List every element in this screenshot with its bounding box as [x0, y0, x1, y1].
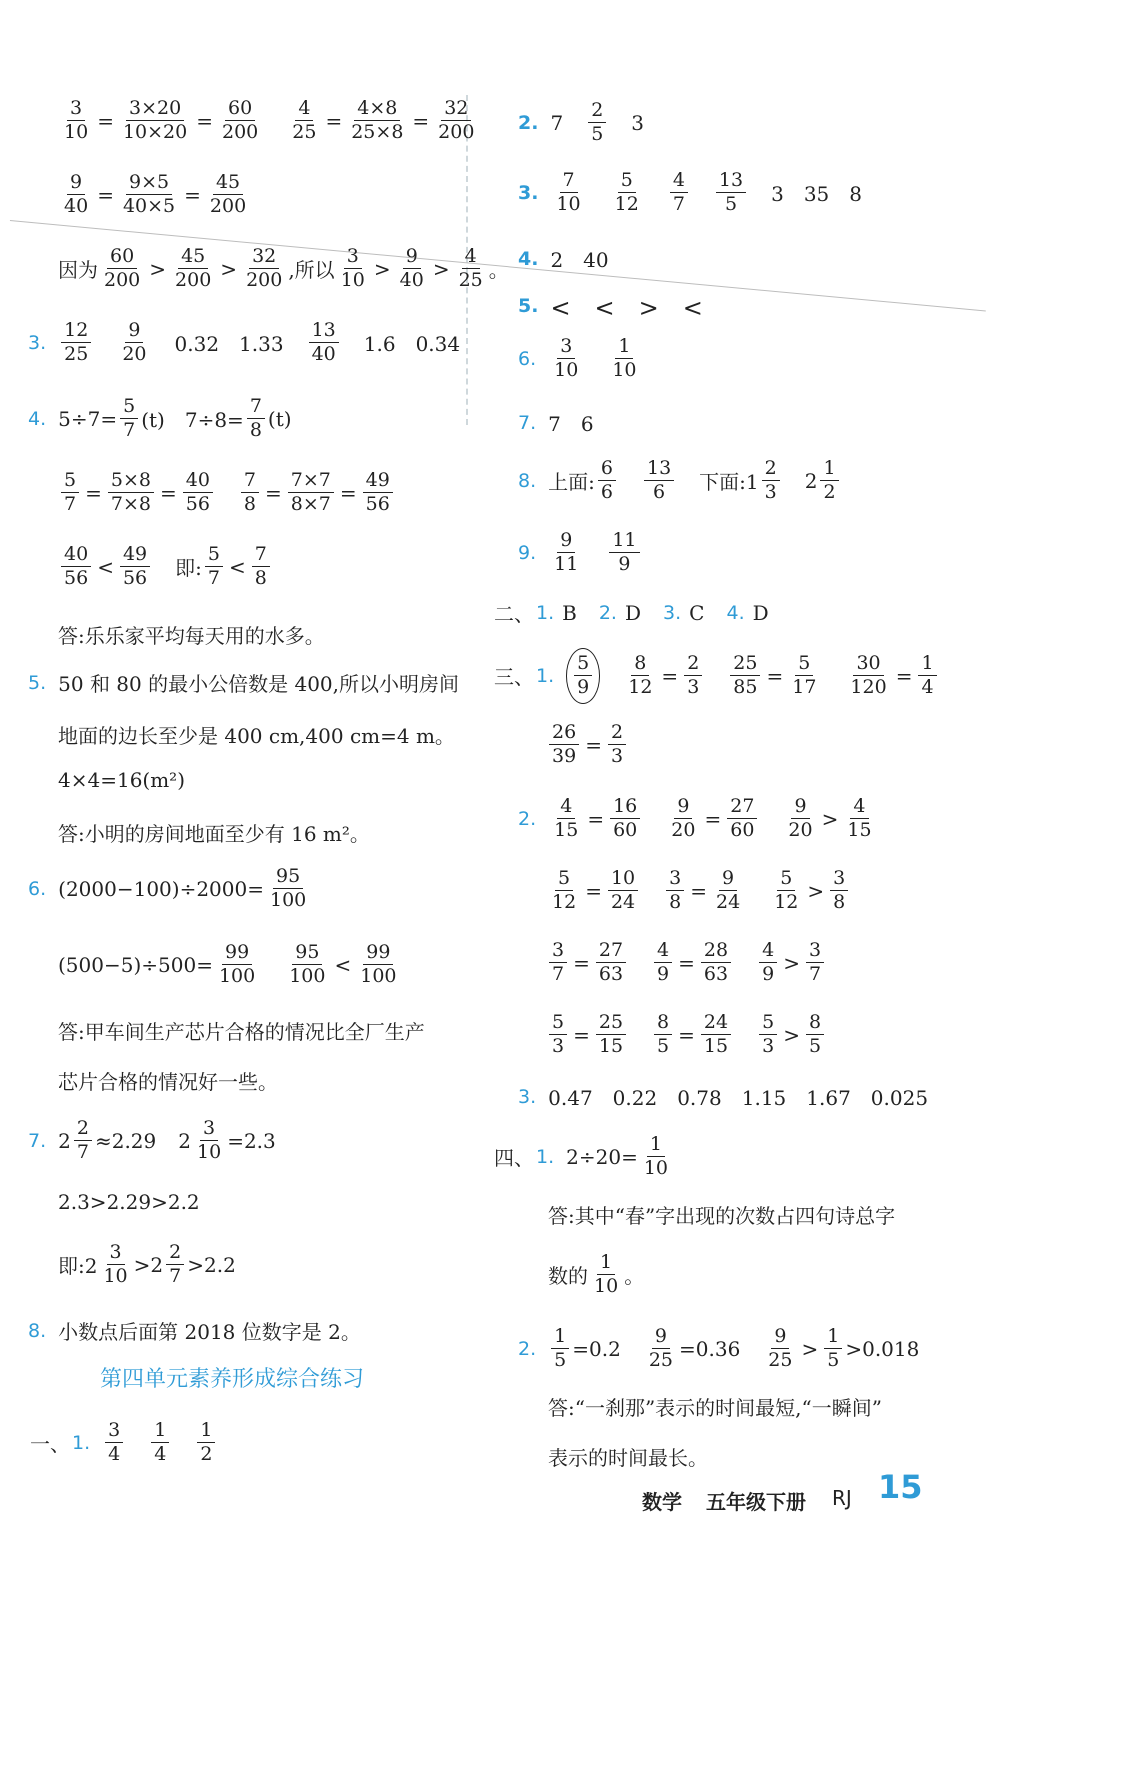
fraction: $\frac{60}{200}$	[222, 97, 259, 144]
section-3-question-1-line-2: $\frac{26}{39}$ = $\frac{2}{3}$	[546, 722, 629, 768]
question-6-line-2: (500−5)÷500= $\frac{99}{100}$ $\frac{95}{100}$ < $\frac{99}{100}$	[58, 941, 397, 988]
left-line-2: $\frac{9}{40}$ = $\frac{9\times 5}{40\times 5}$ = $\frac{45}{200}$	[58, 172, 252, 218]
question-number: 7.	[28, 1129, 47, 1152]
question-8: 8. 小数点后面第 2018 位数字是 2。	[28, 1319, 361, 1344]
question-4-line-3: $\frac{40}{56}$ < $\frac{49}{56}$ 即: $\frac{5}{7}$ < $\frac{7}{8}$	[58, 544, 273, 590]
question-6-answer-2: 芯片合格的情况好一些。	[58, 1070, 278, 1094]
fraction: $\frac{4}{25}$	[292, 97, 317, 144]
fraction: $\frac{9}{40}$	[64, 171, 89, 218]
fraction: $\frac{9\times 5}{40\times 5}$	[122, 171, 176, 218]
footer-edition: RJ	[832, 1486, 852, 1510]
section-3-question-3: 3. 0.47 0.22 0.78 1.15 1.67 0.025	[518, 1085, 929, 1110]
section-3-question-2-row-1: 2. $\frac{4}{15}$ = $\frac{16}{60}$ $\frac{9}{20}$ = $\frac{27}{60}$ $\frac{9}{20}$ > $\frac{4}{15}$	[518, 795, 872, 842]
fraction: $\frac{12}{25}$	[61, 320, 91, 366]
section-3-question-1: 三、 1. $\frac{5}{9}$ $\frac{8}{12}$ = $\frac{2}{3}$ $\frac{25}{85}$ = $\frac{5}{17}$ $\frac{30}{120}$ = $\frac{1}{4}$	[494, 648, 940, 704]
fraction: $\frac{4}{25}$	[458, 245, 483, 292]
question-6-answer: 答:甲车间生产芯片合格的情况比全厂生产	[58, 1020, 425, 1044]
footer-grade: 五年级下册	[706, 1490, 806, 1514]
r-question-8: 8. 上面: $\frac{6}{6}$ $\frac{13}{6}$ 下面:1 $\frac{2}{3}$ 2 $\frac{1}{2}$	[518, 458, 842, 504]
section-4-question-1-answer-2: 数的 $\frac{1}{10}$ 。	[548, 1251, 645, 1298]
fraction: $\frac{32}{200}$	[438, 97, 475, 144]
section-4-question-2: 2. $\frac{1}{5}$ =0.2 $\frac{9}{25}$ =0.36 $\frac{9}{25}$ > $\frac{1}{5}$ >0.018	[518, 1325, 920, 1372]
r-question-9: 9. $\frac{9}{11}$ $\frac{11}{9}$	[518, 530, 643, 576]
question-number: 5.	[28, 671, 47, 694]
footer-subject: 数学	[642, 1490, 682, 1514]
question-7-line-2: 2.3>2.29>2.2	[58, 1190, 200, 1214]
fraction: $\frac{3}{10}$	[340, 245, 365, 292]
page-number: 15	[878, 1468, 923, 1506]
question-6: 6. (2000−100)÷2000= $\frac{95}{100}$	[28, 865, 307, 912]
fraction: $\frac{32}{200}$	[246, 245, 283, 292]
section-3-question-2-row-4: $\frac{5}{3}$ = $\frac{25}{15}$ $\frac{8}{5}$ = $\frac{24}{15}$ $\frac{5}{3}$ > $\frac{8}{5}$	[546, 1012, 827, 1058]
question-3: 3. $\frac{12}{25}$ $\frac{9}{20}$ 0.32 1.33 $\frac{13}{40}$ 1.6 0.34	[28, 319, 461, 366]
r-question-4: 4. 2 40	[518, 247, 609, 272]
fraction: $\frac{9}{20}$	[122, 319, 147, 366]
fraction: $\frac{4\times 8}{25\times 8}$	[351, 97, 404, 144]
section-3-question-2-row-3: $\frac{3}{7}$ = $\frac{27}{63}$ $\frac{4}{9}$ = $\frac{28}{63}$ $\frac{4}{9}$ > $\frac{3}{7}$	[546, 940, 827, 986]
section-3-question-2-row-2: $\frac{5}{12}$ = $\frac{10}{24}$ $\frac{3}{8}$ = $\frac{9}{24}$ $\frac{5}{12}$ > $\frac{3}{8}$	[546, 868, 851, 914]
section-1-question-1: 一、 1. $\frac{3}{4}$ $\frac{1}{4}$ $\frac{1}{2}$	[30, 1420, 218, 1466]
fraction: $\frac{45}{200}$	[209, 171, 247, 218]
section-4-question-2-answer: 答:“一刹那”表示的时间最短,“一瞬间”	[548, 1396, 882, 1420]
circled-answer: $\frac{5}{9}$	[566, 648, 600, 704]
question-number: 6.	[28, 877, 47, 900]
section-4-question-1: 四、 1. 2÷20= $\frac{1}{10}$	[494, 1133, 669, 1180]
section-heading: 第四单元素养形成综合练习	[100, 1367, 365, 1392]
left-line-1: $\frac{3}{10}$ = $\frac{3\times 20}{10\times 20}$ = $\frac{60}{200}$ $\frac{4}{25}$ = $\frac{4\times 8}{25\times 8}$ = $\frac{32}{200}$	[58, 98, 480, 144]
section-4-question-1-answer: 答:其中“春”字出现的次数占四句诗总字	[548, 1204, 896, 1228]
fraction: $\frac{13}{40}$	[309, 320, 339, 366]
question-4-answer: 答:乐乐家平均每天用的水多。	[58, 624, 325, 648]
r-question-2: 2. 7 $\frac{2}{5}$ 3	[518, 99, 645, 146]
question-5-line-2: 地面的边长至少是 400 cm,400 cm=4 m。	[58, 724, 455, 748]
question-5-line-3: 4×4=16(m²)	[58, 768, 186, 792]
fraction: $\frac{45}{200}$	[175, 245, 212, 292]
question-5: 5. 50 和 80 的最小公倍数是 400,所以小明房间	[28, 671, 459, 696]
fraction: $\frac{3}{10}$	[64, 97, 89, 144]
fraction: $\frac{7}{8}$	[247, 396, 265, 442]
fraction: $\frac{3\times 20}{10\times 20}$	[122, 97, 188, 144]
section-2: 二、 1. B 2. D 3. C 4. D	[494, 600, 769, 626]
r-question-7: 7. 7 6	[518, 411, 594, 436]
question-7: 7. 2 $\frac{2}{7}$ ≈2.29 2 $\frac{3}{10}$ =2.3	[28, 1117, 276, 1164]
fraction: $\frac{60}{200}$	[104, 245, 141, 292]
question-4: 4. 5÷7= $\frac{5}{7}$ (t) 7÷8= $\frac{7}{8}$ (t)	[28, 395, 292, 442]
section-4-question-2-answer-2: 表示的时间最长。	[548, 1446, 708, 1470]
left-line-3: 因为 $\frac{60}{200}$ > $\frac{45}{200}$ > $\frac{32}{200}$ ,所以 $\frac{3}{10}$ > $\frac{9}{40}$ > $\frac{4}{25}$ 。	[58, 245, 509, 292]
r-question-6: 6. $\frac{3}{10}$ $\frac{1}{10}$	[518, 335, 637, 382]
question-number: 4.	[28, 407, 47, 430]
fraction: $\frac{5}{7}$	[120, 396, 138, 442]
r-question-5: 5. < < > <	[518, 294, 703, 322]
question-number: 3.	[28, 331, 47, 354]
question-7-line-3: 即:2 $\frac{3}{10}$ >2 $\frac{2}{7}$ >2.2	[58, 1241, 236, 1288]
fraction: $\frac{9}{40}$	[399, 245, 424, 292]
question-4-line-2: $\frac{5}{7}$ = $\frac{5\times 8}{7\times 8}$ = $\frac{40}{56}$ $\frac{7}{8}$ = $\frac{7\times 7}{8\times 7}$ = $\frac{49}{56}$	[58, 470, 396, 516]
question-5-answer: 答:小明的房间地面至少有 16 m²。	[58, 822, 370, 846]
r-question-3: 3. $\frac{7}{10}$ $\frac{5}{12}$ $\frac{4}{7}$ $\frac{13}{5}$ 3 35 8	[518, 169, 863, 216]
question-number: 8.	[28, 1319, 47, 1342]
